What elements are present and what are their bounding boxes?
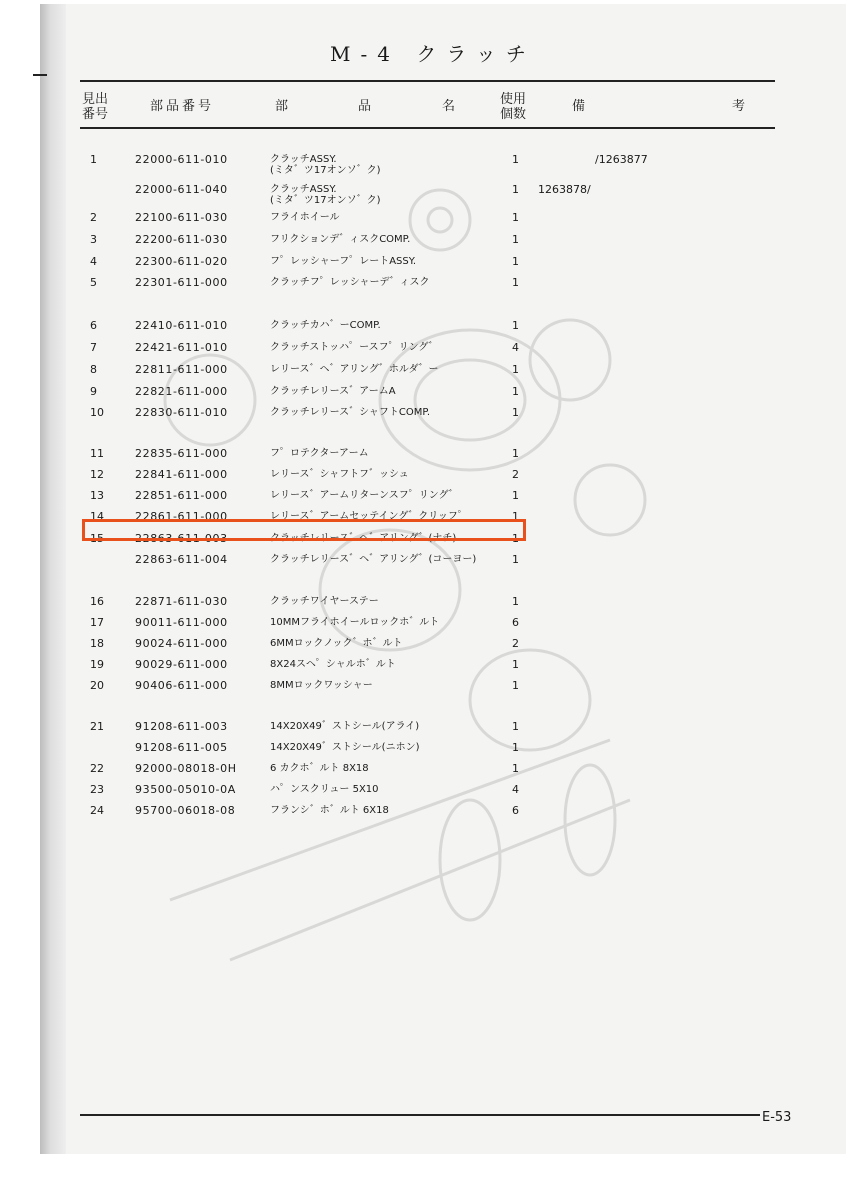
row-ref-number: 20 xyxy=(90,679,104,692)
row-part-number: 22835-611-000 xyxy=(135,447,228,460)
row-part-number: 90029-611-000 xyxy=(135,658,228,671)
table-row xyxy=(0,655,850,675)
row-ref-number: 18 xyxy=(90,637,104,650)
highlight-box xyxy=(82,519,526,541)
row-quantity: 1 xyxy=(512,532,519,545)
row-part-number: 90024-611-000 xyxy=(135,637,228,650)
row-quantity: 1 xyxy=(512,363,519,376)
table-row xyxy=(0,717,850,737)
col-header-ref: 見出 番号 xyxy=(82,92,109,122)
table-row xyxy=(0,738,850,758)
row-part-name: クラッチカハ゛ーCOMP. xyxy=(270,320,381,331)
page-title: M-4 クラッチ xyxy=(330,42,536,66)
table-row xyxy=(0,592,850,612)
row-remarks: /1263877 xyxy=(595,153,648,166)
page-binding-shadow xyxy=(40,4,66,1154)
col-header-remarks-2: 考 xyxy=(732,99,746,114)
row-ref-number: 3 xyxy=(90,233,97,246)
row-part-name: クラッチフ゜レッシャーデ゛ィスク xyxy=(270,277,430,288)
col-header-qty: 使用 個数 xyxy=(500,92,527,122)
row-part-number: 22830-611-010 xyxy=(135,406,228,419)
table-row xyxy=(0,403,850,423)
row-part-number: 92000-08018-0H xyxy=(135,762,237,775)
row-ref-number: 19 xyxy=(90,658,104,671)
row-ref-number: 8 xyxy=(90,363,97,376)
row-part-number: 90011-611-000 xyxy=(135,616,228,629)
table-row xyxy=(0,465,850,485)
row-quantity: 1 xyxy=(512,720,519,733)
row-part-number: 90406-611-000 xyxy=(135,679,228,692)
row-quantity: 1 xyxy=(512,255,519,268)
table-row xyxy=(0,780,850,800)
row-part-number: 22851-611-000 xyxy=(135,489,228,502)
row-part-number: 22410-611-010 xyxy=(135,319,228,332)
row-part-number: 22300-611-020 xyxy=(135,255,228,268)
row-ref-number: 14 xyxy=(90,510,104,523)
row-quantity: 1 xyxy=(512,762,519,775)
row-part-number: 91208-611-003 xyxy=(135,720,228,733)
row-part-name: クラッチASSY. (ミタ゛ツ17オンソ゛ク) xyxy=(270,184,381,206)
row-part-name: レリース゛シャフトフ゛ッシュ xyxy=(270,469,409,480)
table-row xyxy=(0,801,850,821)
row-ref-number: 23 xyxy=(90,783,104,796)
row-remarks: 1263878/ xyxy=(538,183,591,196)
table-row xyxy=(0,759,850,779)
table-row xyxy=(0,486,850,506)
row-part-number: 22863-611-003 xyxy=(135,532,228,545)
row-part-number: 22000-611-040 xyxy=(135,183,228,196)
row-part-name: クラッチストッハ゜ースフ゜リング゛ xyxy=(270,342,439,353)
row-ref-number: 10 xyxy=(90,406,104,419)
row-part-number: 22000-611-010 xyxy=(135,153,228,166)
row-ref-number: 15 xyxy=(90,532,104,545)
row-ref-number: 11 xyxy=(90,447,104,460)
row-ref-number: 21 xyxy=(90,720,104,733)
row-part-number: 22863-611-004 xyxy=(135,553,228,566)
col-header-name-2: 品 xyxy=(358,99,372,114)
table-row xyxy=(0,613,850,633)
row-quantity: 1 xyxy=(512,385,519,398)
header-bottom-rule xyxy=(80,127,775,129)
row-part-number: 93500-05010-0A xyxy=(135,783,236,796)
row-part-number: 91208-611-005 xyxy=(135,741,228,754)
row-ref-number: 2 xyxy=(90,211,97,224)
row-quantity: 6 xyxy=(512,804,519,817)
row-quantity: 1 xyxy=(512,679,519,692)
row-part-name: レリース゛ヘ゛アリング゛ホルダ゛ー xyxy=(270,364,439,375)
table-row xyxy=(0,382,850,402)
row-part-name: クラッチレリース゛アームA xyxy=(270,386,396,397)
row-quantity: 1 xyxy=(512,447,519,460)
row-part-number: 22200-611-030 xyxy=(135,233,228,246)
table-row xyxy=(0,676,850,696)
table-row xyxy=(0,252,850,272)
row-ref-number: 9 xyxy=(90,385,97,398)
row-part-number: 22301-611-000 xyxy=(135,276,228,289)
row-quantity: 1 xyxy=(512,406,519,419)
row-part-name: 6 カクホ゛ルト 8X18 xyxy=(270,763,369,774)
row-part-name: クラッチASSY. (ミタ゛ツ17オンソ゛ク) xyxy=(270,154,381,176)
row-quantity: 1 xyxy=(512,276,519,289)
row-quantity: 2 xyxy=(512,468,519,481)
row-quantity: 4 xyxy=(512,341,519,354)
row-part-name: レリース゛アームセッテイング゛クリッフ゜ xyxy=(270,511,468,522)
row-part-name: 8MMロックワッシャー xyxy=(270,680,373,691)
table-row xyxy=(0,444,850,464)
row-part-name: 14X20X49゛ストシール(ニホン) xyxy=(270,742,420,753)
row-ref-number: 1 xyxy=(90,153,97,166)
row-ref-number: 6 xyxy=(90,319,97,332)
row-quantity: 1 xyxy=(512,595,519,608)
row-ref-number: 12 xyxy=(90,468,104,481)
row-ref-number: 7 xyxy=(90,341,97,354)
row-part-name: クラッチレリース゛ヘ゛アリング゛(コーヨー) xyxy=(270,554,477,565)
row-part-name: フ゜レッシャーフ゜レートASSY. xyxy=(270,256,416,267)
row-part-number: 22821-611-000 xyxy=(135,385,228,398)
row-part-name: 6MMロックノック゛ホ゛ルト xyxy=(270,638,403,649)
table-row xyxy=(0,360,850,380)
row-part-number: 22811-611-000 xyxy=(135,363,228,376)
row-ref-number: 5 xyxy=(90,276,97,289)
table-row xyxy=(0,208,850,228)
row-part-number: 22841-611-000 xyxy=(135,468,228,481)
col-header-remarks-1: 備 xyxy=(572,99,586,114)
row-part-name: レリース゛アームリターンスフ゜リング゛ xyxy=(270,490,459,501)
row-quantity: 1 xyxy=(512,489,519,502)
row-quantity: 1 xyxy=(512,319,519,332)
table-row xyxy=(0,550,850,570)
row-quantity: 1 xyxy=(512,211,519,224)
row-quantity: 1 xyxy=(512,183,519,196)
row-part-number: 95700-06018-08 xyxy=(135,804,236,817)
footer-rule xyxy=(80,1114,760,1116)
col-header-part-no: 部品番号 xyxy=(150,99,215,114)
table-row xyxy=(0,634,850,654)
row-part-name: クラッチレリース゛シャフトCOMP. xyxy=(270,407,431,418)
binding-mark xyxy=(33,74,47,76)
row-ref-number: 4 xyxy=(90,255,97,268)
table-row xyxy=(0,230,850,250)
row-part-number: 22100-611-030 xyxy=(135,211,228,224)
row-part-number: 22861-611-000 xyxy=(135,510,228,523)
row-part-name: 10MMフライホイールロックホ゛ルト xyxy=(270,617,440,628)
table-row xyxy=(0,150,850,176)
row-part-name: クラッチワイヤーステー xyxy=(270,596,379,607)
row-ref-number: 17 xyxy=(90,616,104,629)
page-number: E-53 xyxy=(762,1110,792,1125)
row-part-name: 8X24スヘ゜シャルホ゛ルト xyxy=(270,659,396,670)
row-ref-number: 24 xyxy=(90,804,104,817)
row-ref-number: 13 xyxy=(90,489,104,502)
row-quantity: 1 xyxy=(512,153,519,166)
col-header-name-3: 名 xyxy=(442,99,456,114)
row-part-name: フ゜ロテクターアーム xyxy=(270,448,369,459)
row-part-name: フランシ゛ホ゛ルト 6X18 xyxy=(270,805,389,816)
row-part-name: フライホイール xyxy=(270,212,340,223)
row-quantity: 2 xyxy=(512,637,519,650)
table-row xyxy=(0,316,850,336)
row-ref-number: 22 xyxy=(90,762,104,775)
row-quantity: 1 xyxy=(512,553,519,566)
row-part-name: フリクションデ゛ィスクCOMP. xyxy=(270,234,411,245)
table-row xyxy=(0,180,850,206)
table-row xyxy=(0,338,850,358)
row-part-number: 22421-611-010 xyxy=(135,341,228,354)
row-quantity: 1 xyxy=(512,510,519,523)
row-quantity: 1 xyxy=(512,741,519,754)
row-part-number: 22871-611-030 xyxy=(135,595,228,608)
row-part-name: クラッチレリース゛ヘ゛アリング゛(ナチ) xyxy=(270,533,457,544)
row-quantity: 4 xyxy=(512,783,519,796)
col-header-name-1: 部 xyxy=(275,99,289,114)
row-ref-number: 16 xyxy=(90,595,104,608)
row-part-name: ハ゜ンスクリュー 5X10 xyxy=(270,784,379,795)
header-top-rule xyxy=(80,80,775,82)
row-quantity: 1 xyxy=(512,658,519,671)
table-row xyxy=(0,273,850,293)
row-quantity: 1 xyxy=(512,233,519,246)
row-part-name: 14X20X49゛ストシール(アライ) xyxy=(270,721,420,732)
row-quantity: 6 xyxy=(512,616,519,629)
